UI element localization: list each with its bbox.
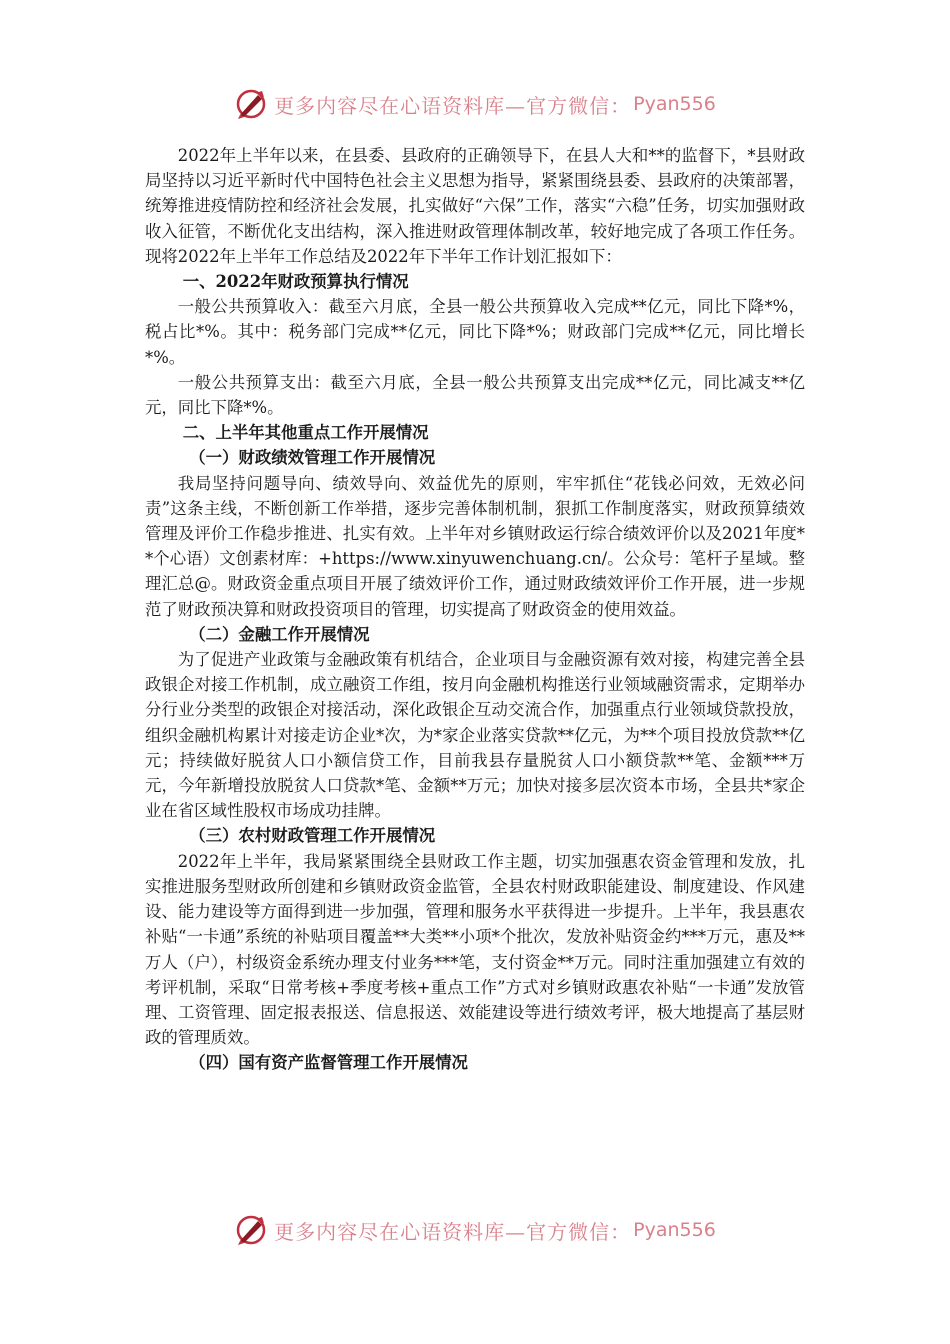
pen-logo-icon [234,1213,268,1247]
heading-budget: 一、2022年财政预算执行情况 [182,272,409,292]
heading-assets: （四）国有资产监督管理工作开展情况 [189,1053,468,1073]
banner-wechat-id: Pyan556 [633,93,716,115]
banner-text: 更多内容尽在心语资料库—官方微信： [274,1219,632,1244]
header-banner [0,84,950,124]
banner-wechat-id: Pyan556 [633,1219,716,1241]
footer-banner [0,1210,950,1250]
pen-logo-icon [234,87,268,121]
heading-rural: （三）农村财政管理工作开展情况 [189,826,436,846]
intro-paragraph: 2022年上半年以来，在县委、县政府的正确领导下，在县人大和**的监督下，*县财政局坚持以习近平新时代中国特色社会主义思想为指导，紧紧围绕县委、县政府的决策部署，统筹推进疫情防控和经济社会发展，扎实做好“六保”工作，落实“六稳”任务，切实加强财政收入征管，不断优化支出结构，深入推进财政管理体制改革，较好地完成了各项工作任务。现将2022年上半年工作总结及2022年下半年工作计划汇报如下： [145,146,805,266]
heading-performance: （一）财政绩效管理工作开展情况 [189,448,436,468]
finance-paragraph: 为了促进产业政策与金融政策有机结合，企业项目与金融资源有效对接，构建完善全县政银企对接工作机制，成立融资工作组，按月向金融机构推送行业领域融资需求，定期举办分行业分类型的政银企对接活动，深化政银企互动交流合作，加强重点行业领域贷款投放，组织金融机构累计对接走访企业*次，为*家企业落实贷款**亿元，为**个项目投放贷款**亿元；持续做好脱贫人口小额信贷工作，目前我县存量脱贫人口小额贷款**笔、金额***万元，今年新增投放脱贫人口贷款*笔、金额**万元；加快对接多层次资本市场，全县共*家企业在省区域性股权市场成功挂牌。 [145,650,805,821]
rural-paragraph: 2022年上半年，我局紧紧围绕全县财政工作主题，切实加强惠农资金管理和发放，扎实推进服务型财政所创建和乡镇财政资金监管，全县农村财政职能建设、制度建设、作风建设、能力建设等方面得到进一步加强，管理和服务水平获得进一步提升。上半年，我县惠农补贴“一卡通”系统的补贴项目覆盖**大类**小项*个批次，发放补贴资金约***万元，惠及**万人（户），村级资金系统办理支付业务***笔，支付资金**万元。同时注重加强建立有效的考评机制，采取“日常考核+季度考核+重点工作”方式对乡镇财政惠农补贴“一卡通”发放管理、工资管理、固定报表报送、信息报送、效能建设等进行绩效考评，极大地提高了基层财政的管理质效。 [145,851,805,1048]
expense-paragraph: 一般公共预算支出：截至六月底，全县一般公共预算支出完成**亿元，同比减支**亿元，同比下降*%。 [145,372,805,418]
banner-text: 更多内容尽在心语资料库—官方微信： [274,93,632,118]
income-paragraph: 一般公共预算收入：截至六月底，全县一般公共预算收入完成**亿元，同比下降*%，税占比*%。其中：税务部门完成**亿元，同比下降*%；财政部门完成**亿元，同比增长*%。 [145,297,805,367]
performance-paragraph: 我局坚持问题导向、绩效导向、效益优先的原则，牢牢抓住“花钱必问效，无效必问责”这条主线，不断创新工作举措，逐步完善体制机制，狠抓工作制度落实，财政预算绩效管理及评价工作稳步推进、扎实有效。上半年对乡镇财政运行综合绩效评价以及2021年度**个心语）文创素材库：+https://www.xinyuwenchuang.cn/。公众号：笔杆子星域。整理汇总@。财政资金重点项目开展了绩效评价工作，通过财政绩效评价工作开展，进一步规范了财政预决算和财政投资项目的管理，切实提高了财政资金的使用效益。 [145,473,805,619]
document-body [145,143,805,1076]
heading-finance: （二）金融工作开展情况 [189,624,370,644]
heading-other-work: 二、上半年其他重点工作开展情况 [182,423,429,443]
